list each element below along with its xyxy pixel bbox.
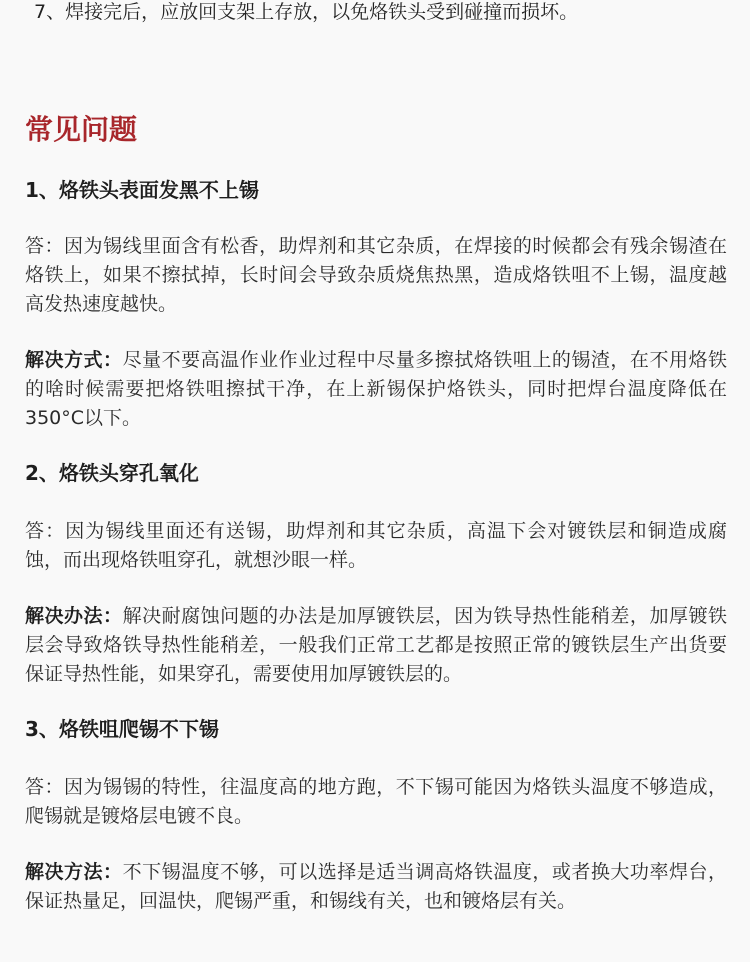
solution-label: 解决方式： [25,349,123,371]
section-title: 常见问题 [25,113,138,146]
solution-text: 不下锡温度不够，可以选择是适当调高烙铁温度，或者换大功率焊台，保证热量足，回温快，爬锡严重，和锡线有关，也和镀烙层有关。 [25,861,727,912]
answer-label: 答： [25,520,66,542]
answer-label: 答： [25,776,65,798]
solution-label: 解决方法： [25,861,123,883]
solution-paragraph-3 [25,858,727,916]
answer-text: 因为锡锡的特性，往温度高的地方跑，不下锡可能因为烙铁头温度不够造成，爬锡就是镀烙层电镀不良。 [25,776,727,827]
question-heading-3: 3、烙铁咀爬锡不下锡 [25,717,219,741]
answer-text: 因为锡线里面含有松香，助焊剂和其它杂质，在焊接的时候都会有残余锡渣在烙铁上，如果不擦拭掉，长时间会导致杂质烧焦热黑，造成烙铁咀不上锡，温度越高发热速度越快。 [25,235,727,315]
intro-line: 7、焊接完后，应放回支架上存放，以免烙铁头受到碰撞而损坏。 [34,1,579,23]
solution-text: 尽量不要高温作业作业过程中尽量多擦拭烙铁咀上的锡渣，在不用烙铁的啥时候需要把烙铁咀擦拭干净，在上新锡保护烙铁头，同时把焊台温度降低在350°C以下。 [25,349,727,429]
solution-paragraph-1 [25,346,727,433]
answer-text: 因为锡线里面还有送锡，助焊剂和其它杂质，高温下会对镀铁层和铜造成腐蚀，而出现烙铁咀穿孔，就想沙眼一样。 [25,520,727,571]
solution-paragraph-2 [25,602,727,689]
question-heading-2: 2、烙铁头穿孔氧化 [25,461,199,485]
answer-paragraph-2 [25,517,727,575]
solution-text: 解决耐腐蚀问题的办法是加厚镀铁层，因为铁导热性能稍差，加厚镀铁层会导致烙铁导热性能稍差，一般我们正常工艺都是按照正常的镀铁层生产出货要保证导热性能，如果穿孔，需要使用加厚镀铁层的。 [25,605,727,685]
answer-paragraph-1 [25,232,727,319]
solution-label: 解决办法： [25,605,123,627]
answer-label: 答： [25,235,65,257]
answer-paragraph-3 [25,773,727,831]
question-heading-1: 1、烙铁头表面发黑不上锡 [25,178,259,202]
